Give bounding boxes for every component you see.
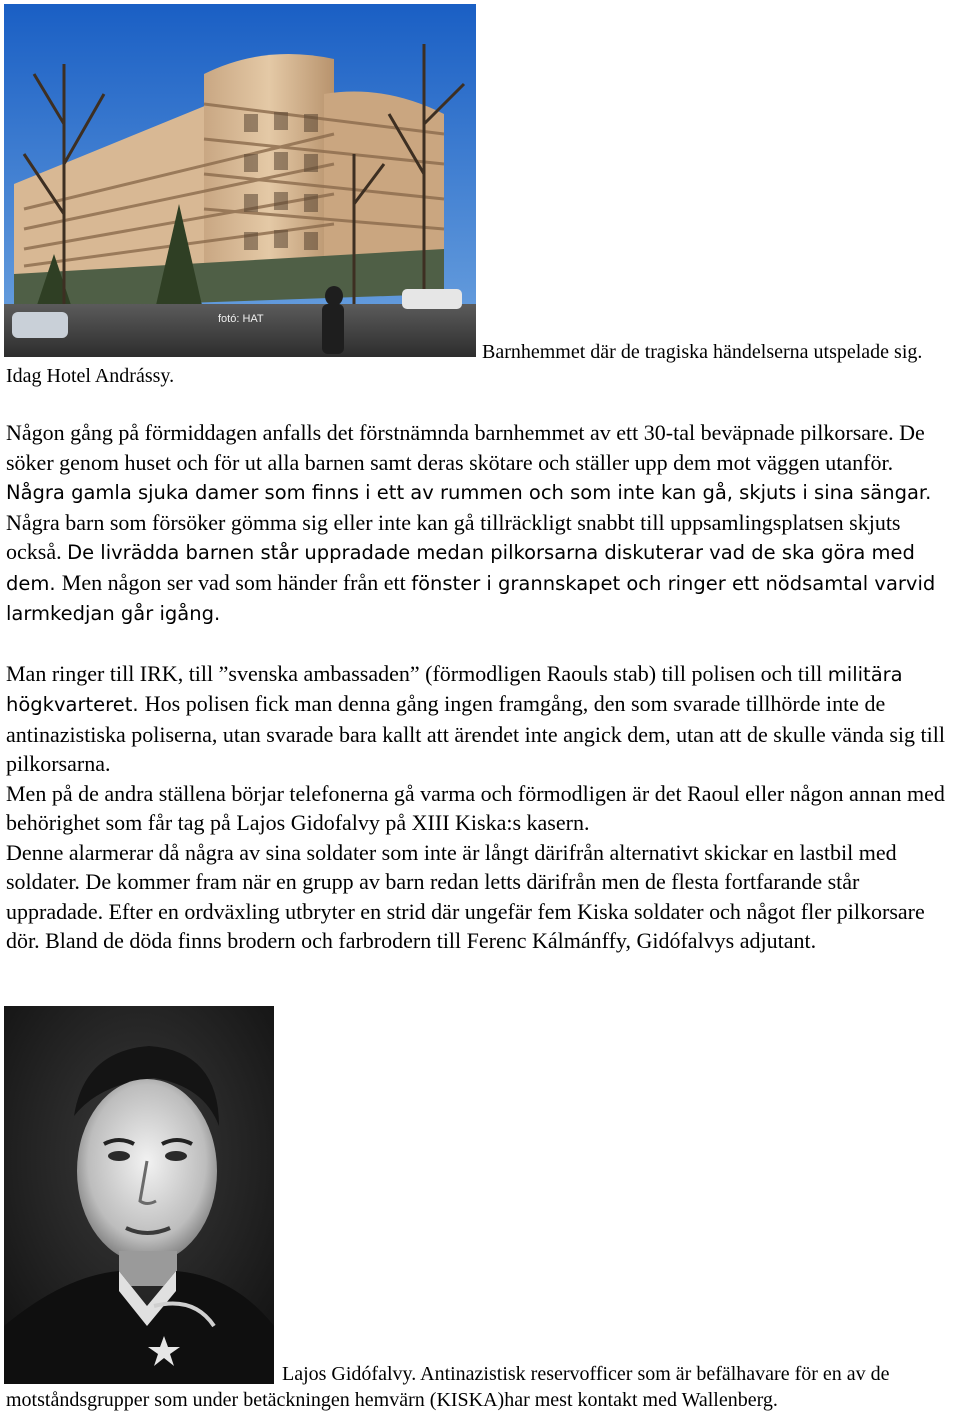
photo-watermark: fotó: HAT bbox=[218, 313, 264, 325]
paragraph-attack-run-2: Några gamla sjuka damer som finns i ett av rummen och som inte kan gå, skjuts i sina sängar. bbox=[6, 481, 932, 504]
portrait-photo bbox=[4, 1006, 274, 1384]
caption-orphanage: Barnhemmet där de tragiska händelserna utspelade sig. bbox=[482, 341, 923, 363]
paragraph-attack-run-3: Några barn som försöker gömma sig eller inte kan gå tillräckligt snabbt till uppsamlingsplatsen skjuts också. bbox=[6, 509, 901, 564]
building-photo-art bbox=[4, 4, 476, 357]
paragraph-battle: Denne alarmerar då några av sina soldater som inte är långt därifrån alternativt skickar en lastbil med soldater. De kommer fram när en grupp av barn redan letts därifrån men de flesta fortfarande står uppradade. Efter en ordväxling utbryter en strid där ungefär fem Kiska soldater och något fler pilkorsare dör. Bland de döda finns brodern och farbrodern till Ferenc Kálmánffy, Gidófalvys adjutant. bbox=[6, 839, 925, 953]
caption-portrait bbox=[6, 1361, 956, 1413]
paragraph-attack-run-1: Någon gång på förmiddagen anfalls det förstnämnda barnhemmet av ett 30-tal beväpnade pilkorsare. De söker genom huset och för ut alla barnen samt deras skötare och ställer upp dem mot väggen utanför. bbox=[6, 420, 925, 475]
article-body bbox=[6, 418, 956, 956]
caption-portrait-line-1: Lajos Gidófalvy. Antinazistisk reservofficer som är befälhavare för en av de bbox=[282, 1363, 890, 1385]
caption-portrait-line-2: motståndsgrupper som under betäckningen hemvärn (KISKA)har mest kontakt med Wallenberg. bbox=[6, 1389, 778, 1411]
paragraph-attack-run-5: Men någon ser vad som händer från ett bbox=[61, 569, 412, 595]
paragraph-calls-run-1: Man ringer till IRK, till ”svenska ambassaden” (förmodligen Raouls stab) till polisen och till bbox=[6, 660, 828, 686]
portrait-photo-art bbox=[4, 1006, 274, 1384]
paragraph-calls-run-2: militära högkvarteret. bbox=[6, 662, 903, 716]
paragraph-spacer bbox=[6, 629, 956, 659]
caption-hotel: Idag Hotel Andrássy. bbox=[6, 365, 175, 387]
paragraph-raoul: Men på de andra ställena börjar telefonerna gå varma och förmodligen är det Raoul eller någon annan med behörighet som får tag på Lajos Gidofalvy på XIII Kiska:s kasern. bbox=[6, 780, 945, 835]
paragraph-attack bbox=[6, 418, 956, 629]
paragraph-calls bbox=[6, 659, 956, 779]
paragraph-attack-run-4: De livrädda barnen står uppradade medan pilkorsarna diskuterar vad de ska göra med dem. bbox=[6, 541, 915, 595]
paragraph-attack-run-6: fönster i grannskapet och ringer ett nödsamtal varvid larmkedjan går igång. bbox=[6, 571, 936, 625]
building-photo bbox=[4, 4, 476, 357]
paragraph-calls-run-3: Hos polisen fick man denna gång ingen framgång, den som svarade tillhörde inte de antinazistiska poliserna, utan svarade bara kallt att ärendet inte angick dem, utan att de skulle vända sig till pilkorsarna. bbox=[6, 691, 945, 776]
